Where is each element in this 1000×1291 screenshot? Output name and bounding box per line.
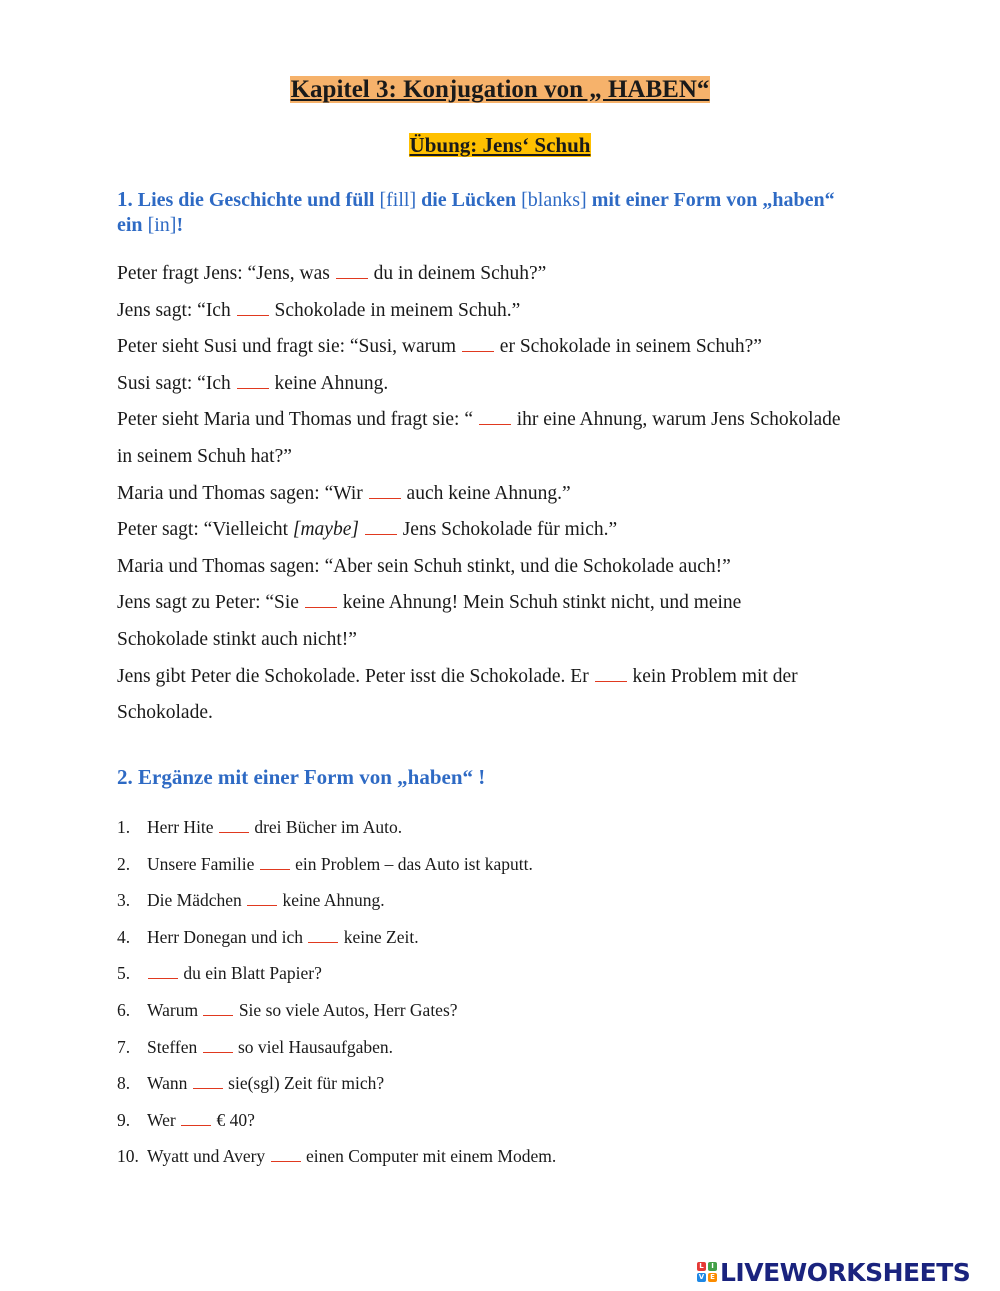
section-1-instructions: 1. Lies die Geschichte und füll [fill] die Lücken [blanks] mit einer Form von „haben“ ein [in]! (117, 187, 835, 236)
story-line: Jens gibt Peter die Schokolade. Peter isst die Schokolade. Er kein Problem mit der (117, 665, 798, 687)
answer-blank[interactable] (369, 481, 401, 499)
answer-blank[interactable] (193, 1073, 223, 1089)
list-item: 4. Herr Donegan und ich keine Zeit. (117, 926, 419, 947)
list-item: 5. du ein Blatt Papier? (117, 963, 322, 984)
answer-blank[interactable] (181, 1110, 211, 1126)
answer-blank[interactable] (148, 963, 178, 979)
answer-blank[interactable] (260, 854, 290, 870)
answer-blank[interactable] (237, 371, 269, 389)
answer-blank[interactable] (237, 298, 269, 316)
section-2-heading: 2. Ergänze mit einer Form von „haben“ ! (117, 765, 486, 789)
story-line: Schokolade stinkt auch nicht!” (117, 628, 357, 650)
liveworksheets-logo (697, 1257, 997, 1287)
exercise-list (117, 814, 556, 1180)
story-text (117, 260, 917, 736)
answer-blank[interactable] (305, 590, 337, 608)
answer-blank[interactable] (271, 1146, 301, 1162)
list-item: 1. Herr Hite drei Bücher im Auto. (117, 817, 403, 837)
story-line: Peter sagt: “Vielleicht [maybe] Jens Schokolade für mich.” (117, 519, 618, 541)
story-line: Peter fragt Jens: “Jens, was du in deinem Schuh?” (117, 263, 547, 284)
answer-blank[interactable] (203, 1037, 233, 1053)
answer-blank[interactable] (203, 1000, 233, 1016)
list-item: 7. Steffen so viel Hausaufgaben. (117, 1036, 393, 1057)
answer-blank[interactable] (462, 334, 494, 352)
logo-text: LIVEWORKSHEETS (720, 1257, 971, 1287)
answer-blank[interactable] (219, 817, 249, 833)
answer-blank[interactable] (595, 664, 627, 682)
list-item: 8. Wann sie(sgl) Zeit für mich? (117, 1073, 385, 1094)
story-line: Maria und Thomas sagen: “Wir auch keine Ahnung.” (117, 482, 571, 504)
answer-blank[interactable] (365, 517, 397, 535)
list-item: 9. Wer € 40? (117, 1109, 255, 1130)
answer-blank[interactable] (308, 927, 338, 943)
story-line: Peter sieht Susi und fragt sie: “Susi, warum er Schokolade in seinem Schuh?” (117, 336, 762, 358)
list-item: 10. Wyatt und Avery einen Computer mit einem Modem. (117, 1146, 557, 1167)
worksheet-title: Kapitel 3: Konjugation von „ HABEN“ (290, 76, 710, 103)
story-line: Susi sagt: “Ich keine Ahnung. (117, 372, 389, 394)
story-line: Maria und Thomas sagen: “Aber sein Schuh stinkt, und die Schokolade auch!” (117, 555, 731, 577)
story-line: in seinem Schuh hat?” (117, 445, 292, 467)
liveworksheets-mark-icon: L I V E (697, 1262, 717, 1282)
list-item: 2. Unsere Familie ein Problem – das Auto ist kaputt. (117, 853, 533, 874)
answer-blank[interactable] (336, 261, 368, 279)
list-item: 3. Die Mädchen keine Ahnung. (117, 890, 385, 911)
exercise-subtitle: Übung: Jens‘ Schuh (409, 133, 591, 157)
story-line: Jens sagt zu Peter: “Sie keine Ahnung! Mein Schuh stinkt nicht, und meine (117, 592, 742, 614)
story-line: Schokolade. (117, 702, 213, 724)
list-item: 6. Warum Sie so viele Autos, Herr Gates? (117, 999, 458, 1020)
story-line: Jens sagt: “Ich Schokolade in meinem Schuh.” (117, 299, 521, 321)
story-line: Peter sieht Maria und Thomas und fragt sie: “ ihr eine Ahnung, warum Jens Schokolade (117, 409, 841, 431)
answer-blank[interactable] (479, 407, 511, 425)
answer-blank[interactable] (247, 890, 277, 906)
